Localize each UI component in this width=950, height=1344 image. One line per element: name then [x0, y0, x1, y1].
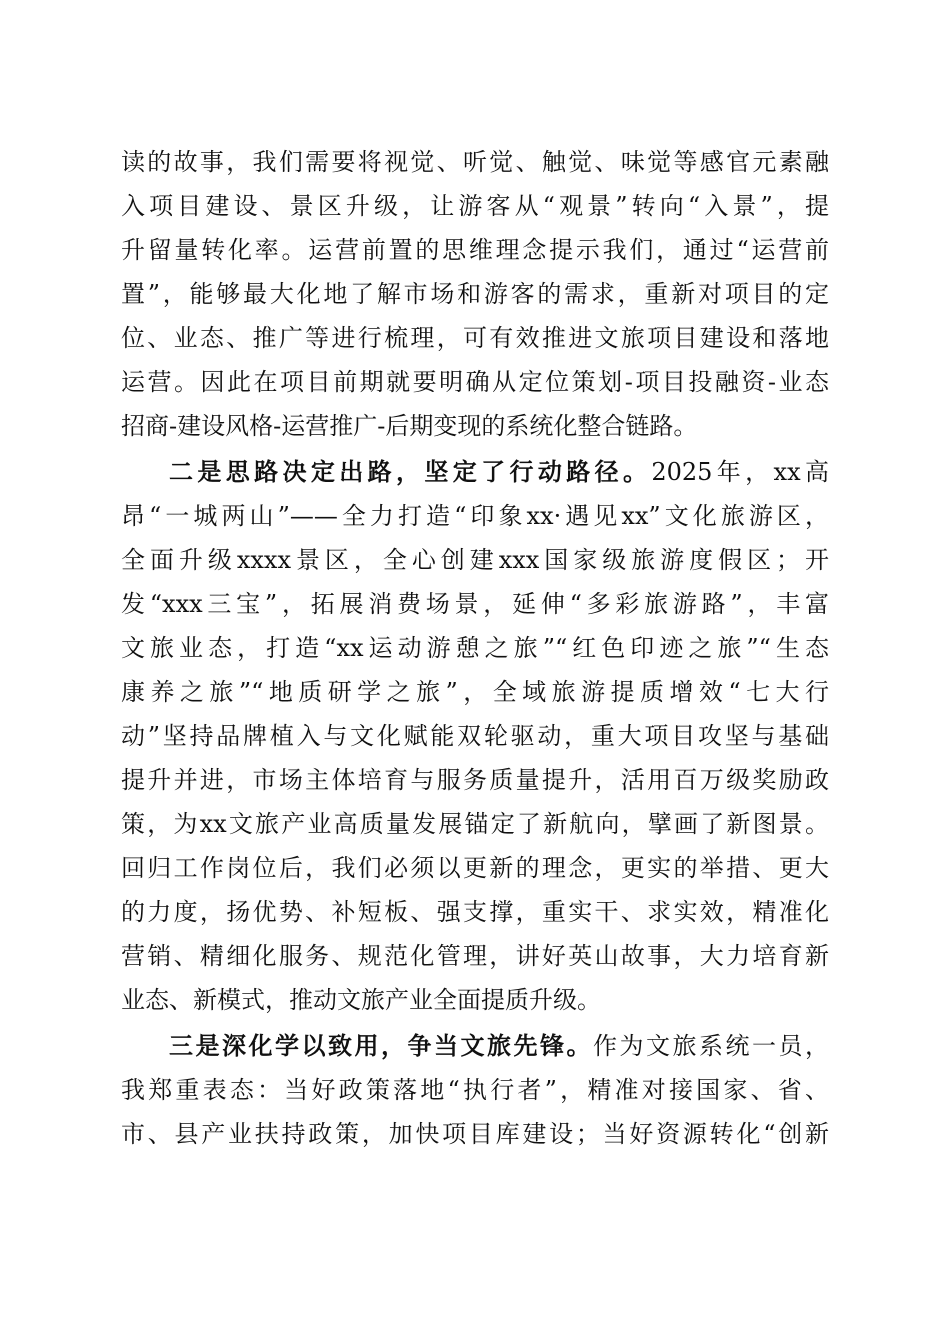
paragraph-1-line-1: 读的故事，我们需要将视觉、听觉、触觉、味觉等感官元素融 [121, 148, 829, 176]
paragraph-3-line-3: 市、县产业扶持政策，加快项目库建设；当好资源转化“创新 [121, 1120, 829, 1148]
document-body [121, 140, 829, 1156]
paragraph-2-line-4: 发“xxx三宝”，拓展消费场景，延伸“多彩旅游路”，丰富 [121, 590, 829, 618]
paragraph-3-line-1 [121, 1024, 829, 1068]
paragraph-2-line-3: 全面升级xxxx景区，全心创建xxx国家级旅游度假区；开 [121, 546, 829, 574]
paragraph-3 [121, 1024, 829, 1156]
paragraph-1-line-6: 运营。因此在项目前期就要明确从定位策划-项目投融资-业态 [121, 368, 829, 396]
paragraph-3-heading: 三是深化学以致用，争当文旅先锋。 [169, 1031, 593, 1060]
paragraph-2-line-8: 提升并进，市场主体培育与服务质量提升，活用百万级奖励政 [121, 766, 829, 794]
paragraph-2-line-5: 文旅业态，打造“xx运动游憩之旅”“红色印迹之旅”“生态 [121, 634, 829, 662]
paragraph-2-line-12: 营销、精细化服务、规范化管理，讲好英山故事，大力培育新 [121, 942, 829, 970]
paragraph-2-line-9: 策，为xx文旅产业高质量发展锚定了新航向，擘画了新图景。 [121, 810, 829, 838]
paragraph-2-line-2: 昂“一城两山”——全力打造“印象xx·遇见xx”文化旅游区， [121, 502, 829, 530]
paragraph-3-line-2: 我郑重表态：当好政策落地“执行者”，精准对接国家、省、 [121, 1076, 829, 1104]
paragraph-2-line-10: 回归工作岗位后，我们必须以更新的理念，更实的举措、更大 [121, 854, 829, 882]
paragraph-2-line-11: 的力度，扬优势、补短板、强支撑，重实干、求实效，精准化 [121, 898, 829, 926]
paragraph-1-line-3: 升留量转化率。运营前置的思维理念提示我们，通过“运营前 [121, 236, 829, 264]
paragraph-2 [121, 450, 829, 1022]
paragraph-2-line-1 [121, 450, 829, 494]
paragraph-2-line-7: 动”坚持品牌植入与文化赋能双轮驱动，重大项目攻坚与基础 [121, 722, 829, 750]
paragraph-1-line-7: 招商-建设风格-运营推广-后期变现的系统化整合链路。 [121, 412, 698, 440]
paragraph-3-line-1-rest: 作为文旅系统一员， [593, 1032, 829, 1060]
paragraph-1-line-5: 位、业态、推广等进行梳理，可有效推进文旅项目建设和落地 [121, 324, 829, 352]
paragraph-1-line-2: 入项目建设、景区升级，让游客从“观景”转向“入景”，提 [121, 192, 829, 220]
paragraph-1-line-4: 置”，能够最大化地了解市场和游客的需求，重新对项目的定 [121, 280, 829, 308]
paragraph-1 [121, 140, 829, 448]
paragraph-2-line-6: 康养之旅”“地质研学之旅”，全域旅游提质增效“七大行 [121, 678, 829, 706]
paragraph-2-line-1-rest: 2025年，xx高 [651, 458, 830, 486]
paragraph-2-heading: 二是思路决定出路，坚定了行动路径。 [169, 457, 652, 486]
paragraph-2-line-13: 业态、新模式，推动文旅产业全面提质升级。 [121, 986, 601, 1014]
